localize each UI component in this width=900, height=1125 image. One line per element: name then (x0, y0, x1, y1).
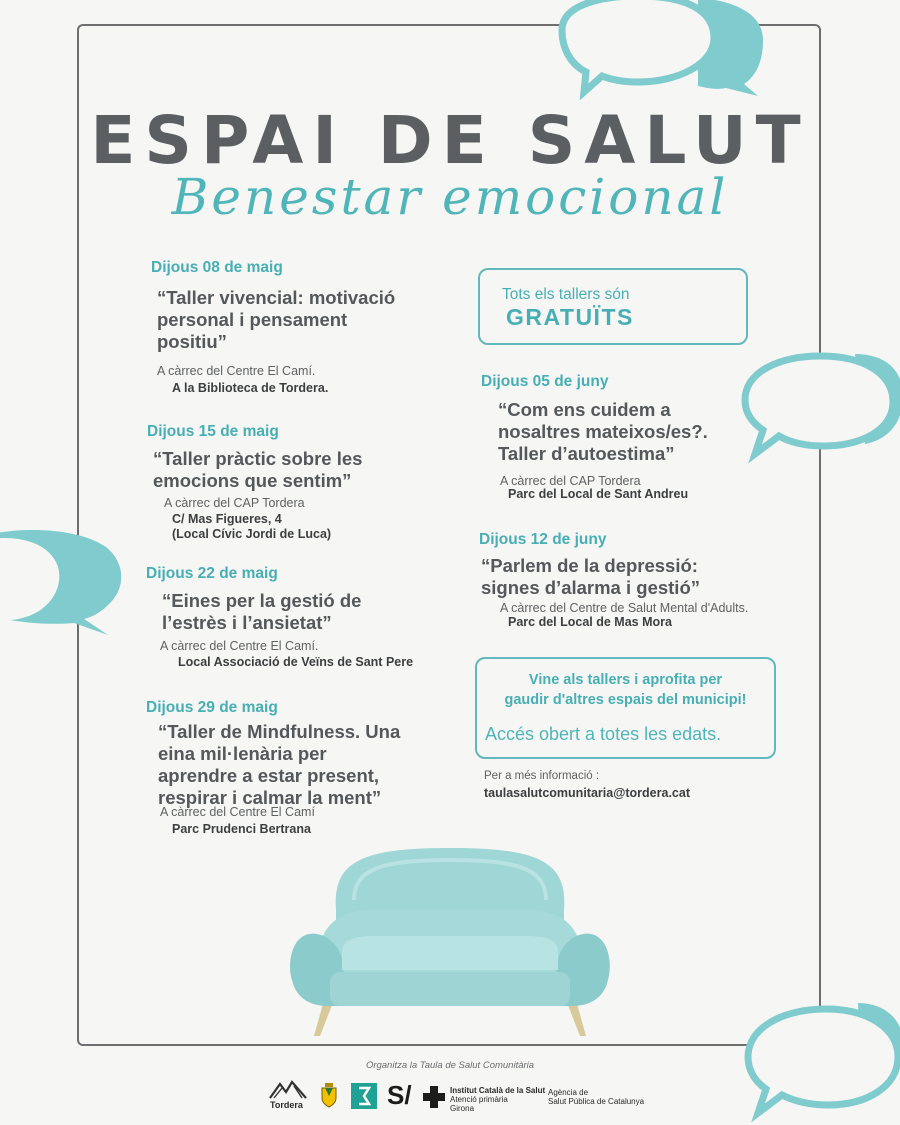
speech-bubble-left-icon (0, 525, 130, 640)
page-subtitle: Benestar emocional (171, 168, 729, 226)
session-organizer: A càrrec del Centre El Camí. (160, 639, 319, 653)
session-talk-title: “Eines per la gestió de l’estrès i l’ansietat” (162, 590, 362, 633)
session-talk-title: “Taller pràctic sobre les emocions que sentim” (153, 448, 363, 491)
ics-logo-text: Institut Català de la Salut Atenció primària Girona (450, 1086, 546, 1113)
session-talk-title: “Taller de Mindfulness. Una eina mil·lenària per aprendre a estar present, respirar i calmar la ment” (158, 721, 401, 808)
municipal-shield-icon (320, 1082, 338, 1108)
free-workshops-line: Tots els tallers són (502, 286, 630, 303)
session-talk-title: “Parlem de la depressió: signes d’alarma i gestió” (481, 555, 700, 598)
session-date: Dijous 22 de maig (146, 565, 278, 582)
promo-text: Vine als tallers i aprofita per gaudir d'altres espais del municipi! (504, 672, 747, 708)
tordera-logo-icon (268, 1080, 308, 1102)
session-date: Dijous 29 de maig (146, 699, 278, 716)
organizer-text: Organitza la Taula de Salut Comunitària (365, 1060, 535, 1071)
session-location: C/ Mas Figueres, 4 (Local Cívic Jordi de Luca) (172, 512, 332, 541)
session-organizer: A càrrec del CAP Tordera (500, 474, 641, 488)
info-label: Per a més informació : (484, 770, 600, 782)
tordera-logo-text: Tordera (270, 1100, 303, 1110)
session-location: Parc Prudenci Bertrana (172, 822, 311, 836)
session-location: Parc del Local de Mas Mora (508, 615, 672, 629)
session-talk-title: “Com ens cuidem a nosaltres mateixos/es?. Taller d’autoestima” (498, 399, 708, 464)
session-date: Dijous 15 de maig (147, 423, 279, 440)
cross-logo-icon (423, 1086, 445, 1108)
speech-bubble-right-icon (735, 350, 900, 470)
session-location: Parc del Local de Sant Andreu (508, 487, 689, 501)
speech-bubble-top-right-icon (548, 0, 768, 100)
session-date: Dijous 08 de maig (151, 259, 283, 276)
session-location: A la Biblioteca de Tordera. (172, 381, 329, 395)
session-organizer: A càrrec del CAP Tordera (164, 496, 305, 510)
open-access-text: Accés obert a totes les edats. (485, 724, 722, 744)
session-organizer: A càrrec del Centre El Camí. (157, 364, 316, 378)
health-center-logo-icon (350, 1082, 378, 1110)
contact-email-link[interactable]: taulasalutcomunitaria@tordera.cat (484, 786, 690, 800)
page-title: ESPAI DE SALUT (90, 102, 810, 179)
session-date: Dijous 05 de juny (481, 373, 609, 390)
sofa-illustration-icon (284, 840, 616, 1040)
aspcat-logo-text: Agència de Salut Pública de Catalunya (548, 1088, 645, 1106)
session-date: Dijous 12 de juny (479, 531, 607, 548)
free-workshops-highlight: GRATUÏTS (506, 304, 634, 330)
salut-logo-text: S/ (387, 1080, 412, 1110)
session-organizer: A càrrec del Centre de Salut Mental d'Adults. (500, 601, 749, 615)
session-talk-title: “Taller vivencial: motivació personal i pensament positiu” (157, 287, 396, 352)
session-organizer: A càrrec del Centre El Camí (160, 805, 315, 819)
session-location: Local Associació de Veïns de Sant Pere (178, 655, 414, 669)
